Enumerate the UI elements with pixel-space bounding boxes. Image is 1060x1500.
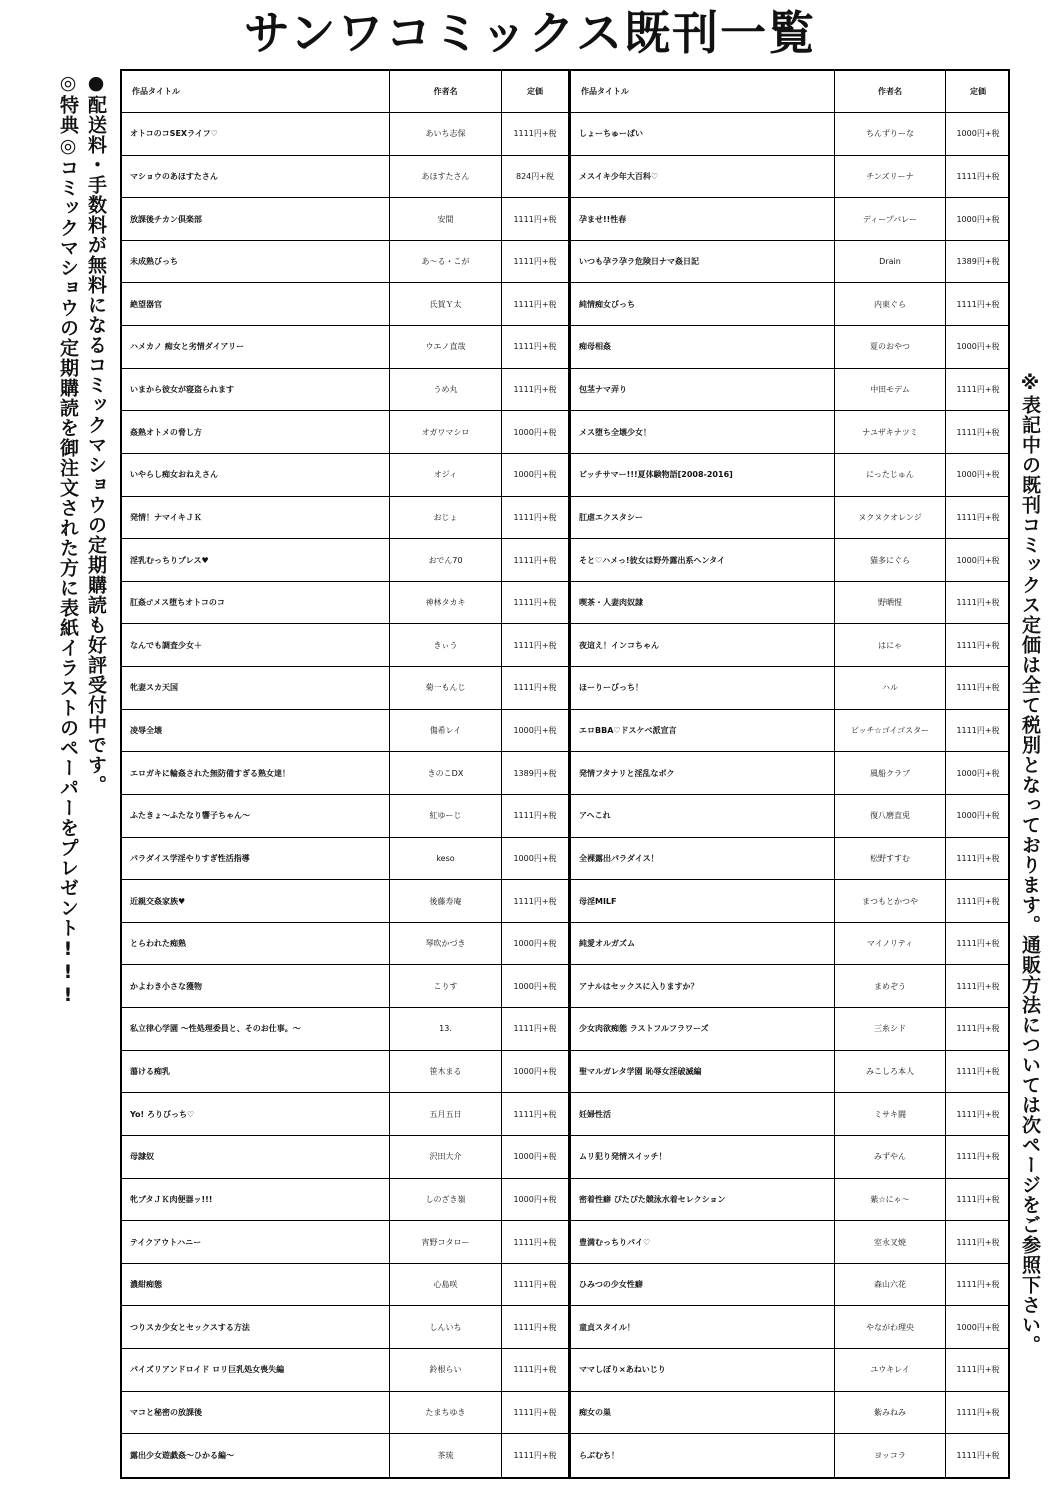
book-title: ひみつの少女性癖 (571, 1264, 835, 1306)
book-price: 1000円+税 (956, 129, 1000, 139)
book-author: きぃう (390, 624, 502, 666)
book-title: 妊婦性活 (571, 1093, 835, 1135)
book-price: 1000円+税 (956, 214, 1000, 224)
book-price: 1000円+税 (956, 768, 1000, 778)
book-author: 三糸シド (835, 1008, 946, 1050)
book-price: 1111円+税 (956, 939, 1000, 949)
book-title: 絶望器官 (122, 283, 390, 325)
catalog-row (571, 1434, 1010, 1477)
book-title: ほーりーびっち！ (571, 667, 835, 709)
book-author: 松野すすむ (835, 838, 946, 880)
book-price: 1111円+税 (513, 129, 557, 139)
book-author: オジィ (390, 454, 502, 496)
book-title: 未成熟びっち (122, 241, 390, 283)
book-price: 1111円+税 (956, 853, 1000, 863)
book-title: パラダイス学淫やりすぎ性活指導 (122, 838, 390, 880)
book-title: 発情フタナリと淫乱なボク (571, 752, 835, 794)
book-price: 1389円+税 (513, 768, 557, 778)
book-price: 1111円+税 (513, 1408, 557, 1417)
book-title: なんでも調査少女＋ (122, 624, 390, 666)
book-title: オトコのコSEXライフ♡ (122, 113, 390, 155)
book-author: たまちゆき (390, 1392, 502, 1434)
book-title: ハメカノ 痴女と劣情ダイアリー (122, 326, 390, 368)
book-price: 1111円+税 (513, 1109, 557, 1119)
book-author: ヨッコラ (835, 1434, 946, 1477)
catalog-row (571, 1093, 1010, 1136)
book-author: ビッチ☆ゴイゴスター (835, 710, 946, 752)
book-title: いつも孕ラ孕ラ危険日ナマ姦日記 (571, 241, 835, 283)
catalog-row (122, 752, 568, 795)
header-row (571, 71, 1010, 113)
book-title: 痴母相姦 (571, 326, 835, 368)
catalog-row (122, 1136, 568, 1179)
book-title: マショウのあほすたさん (122, 156, 390, 198)
book-price: 1111円+税 (956, 1024, 1000, 1034)
book-title: マコと秘密の放課後 (122, 1392, 390, 1434)
book-author: 内東ぐら (835, 283, 946, 325)
catalog-row (122, 795, 568, 838)
book-title: 包茎ナマ弄り (571, 369, 835, 411)
book-author: keso (390, 838, 502, 880)
book-price: 1111円+税 (513, 640, 557, 650)
book-title: ビッチサマー!!!夏体験物語[2008-2016] (571, 454, 835, 496)
book-title: 近親交姦家族♥ (122, 880, 390, 922)
book-title: ママしぼり×あねいじり (571, 1349, 835, 1391)
book-author: 鈴根らい (390, 1349, 502, 1391)
catalog-row (571, 1349, 1010, 1392)
book-author: しのざき嶺 (390, 1179, 502, 1221)
catalog-row (571, 752, 1010, 795)
book-price: 1111円+税 (956, 1237, 1000, 1247)
catalog-row (571, 156, 1010, 199)
catalog-row (122, 1179, 568, 1222)
book-price: 1111円+税 (956, 1194, 1000, 1204)
header-row (122, 71, 568, 113)
book-title: ふたきょ～ふたなり響子ちゃん～ (122, 795, 390, 837)
book-title: 純情痴女びっち (571, 283, 835, 325)
book-author: 傷希レイ (390, 710, 502, 752)
book-title: パイズリアンドロイド ロリ巨乳処女喪失編 (122, 1349, 390, 1391)
catalog-row (571, 241, 1010, 284)
book-author: こりす (390, 965, 502, 1007)
header-price: 定価 (527, 86, 543, 96)
book-title: かよわき小さな獲物 (122, 965, 390, 1007)
catalog-row (571, 923, 1010, 966)
book-price: 1111円+税 (956, 726, 1000, 735)
book-title: 童貞スタイル！ (571, 1306, 835, 1348)
catalog-row (122, 241, 568, 284)
catalog-row (122, 1392, 568, 1435)
book-author: おじょ (390, 497, 502, 539)
book-author: きのこDX (390, 752, 502, 794)
catalog-row (122, 667, 568, 710)
book-price: 1111円+税 (956, 1067, 1000, 1076)
catalog-row (122, 369, 568, 412)
book-title: 聖マルガレタ学園 恥辱女淫破滅編 (571, 1051, 835, 1093)
catalog-row (571, 283, 1010, 326)
book-title: エロガキに輪姦された無防備すぎる熟女達！ (122, 752, 390, 794)
book-author: 中田モデム (835, 369, 946, 411)
book-price: 1389円+税 (956, 257, 1000, 267)
book-price: 1111円+税 (513, 896, 557, 906)
book-title: エロBBA♡ドスケベ派宣言 (571, 710, 835, 752)
book-price: 1111円+税 (956, 512, 1000, 522)
book-price: 1111円+税 (956, 299, 1000, 309)
book-author: ウエノ直哉 (390, 326, 502, 368)
catalog-row (122, 880, 568, 923)
book-title: 全裸露出パラダイス！ (571, 838, 835, 880)
catalog-row (571, 838, 1010, 881)
catalog-row (122, 1264, 568, 1307)
book-price: 1111円+税 (956, 981, 1000, 991)
page-title: サンワコミックス既刊一覧 (243, 6, 817, 60)
book-price: 1111円+税 (956, 1152, 1000, 1162)
book-author: 安間 (390, 198, 502, 240)
book-price: 824円+税 (516, 171, 554, 181)
catalog-row (571, 1221, 1010, 1264)
book-author: みこしろ本人 (835, 1051, 946, 1093)
book-price: 1111円+税 (956, 1280, 1000, 1290)
book-title: メスイキ少年大百科♡ (571, 156, 835, 198)
book-title: 牝ブタＪＫ肉便器ッ!!! (122, 1179, 390, 1221)
book-price: 1111円+税 (513, 1280, 557, 1290)
book-price: 1000円+税 (513, 470, 557, 480)
book-author: まめぞう (835, 965, 946, 1007)
book-price: 1111円+税 (513, 811, 557, 821)
catalog-row (571, 667, 1010, 710)
catalog-row (122, 582, 568, 625)
catalog-row (571, 965, 1010, 1008)
catalog-row (122, 1008, 568, 1051)
catalog-row (122, 283, 568, 326)
book-price: 1111円+税 (513, 1024, 557, 1034)
catalog-row (571, 326, 1010, 369)
catalog-row (571, 624, 1010, 667)
book-price: 1111円+税 (513, 257, 557, 267)
book-author: 琴吹かづき (390, 923, 502, 965)
book-author: 13. (390, 1008, 502, 1050)
book-price: 1111円+税 (513, 1365, 557, 1375)
catalog-row (122, 710, 568, 753)
book-price: 1000円+税 (956, 1322, 1000, 1332)
book-price: 1111円+税 (956, 598, 1000, 608)
book-author: マイノリティ (835, 923, 946, 965)
catalog-row (571, 582, 1010, 625)
book-author: 紅ゆーじ (390, 795, 502, 837)
book-title: 夜這え！インコちゃん (571, 624, 835, 666)
book-title: 肛姦♂メス堕ちオトコのコ (122, 582, 390, 624)
book-title: 豊満むっちりパイ♡ (571, 1221, 835, 1263)
catalog-row (571, 1392, 1010, 1435)
catalog-row (122, 539, 568, 582)
catalog-row (122, 1093, 568, 1136)
catalog-row (122, 1434, 568, 1477)
book-price: 1111円+税 (513, 342, 557, 352)
book-title: 孕ませ!!性春 (571, 198, 835, 240)
price-note: ※表記中の既刊コミックス定価は全て税別となっております。通販方法については次ページをご参照下さい。 (1019, 372, 1041, 1355)
book-title: 私立律心学園 ～性処理委員と、そのお仕事。～ (122, 1008, 390, 1050)
header-author: 作者名 (390, 71, 502, 112)
book-price: 1111円+税 (956, 427, 1000, 437)
book-title: しょーちゅーぱい (571, 113, 835, 155)
book-price: 1111円+税 (956, 1408, 1000, 1417)
book-title: メス堕ち全壊少女！ (571, 411, 835, 453)
book-author: 心島咲 (390, 1264, 502, 1306)
catalog-row (571, 497, 1010, 540)
header-title: 作品タイトル (571, 71, 835, 112)
catalog-row (122, 497, 568, 540)
catalog-row (122, 838, 568, 881)
catalog-row (122, 624, 568, 667)
book-title: 蕩ける痴乳 (122, 1051, 390, 1093)
book-price: 1000円+税 (513, 427, 557, 437)
catalog-row (571, 1051, 1010, 1094)
book-price: 1111円+税 (956, 1365, 1000, 1375)
catalog-row (122, 411, 568, 454)
book-price: 1111円+税 (513, 1451, 557, 1461)
shipping-note: ●配送料・手数料が無料になるコミックマショウの定期購読も好評受付中です。 (85, 72, 107, 795)
header-title: 作品タイトル (122, 71, 390, 112)
book-author: はにゃ (835, 624, 946, 666)
catalog-row (571, 411, 1010, 454)
catalog-row (122, 1051, 568, 1094)
book-author: うめ丸 (390, 369, 502, 411)
book-price: 1000円+税 (513, 1194, 557, 1204)
book-author: 夏のおやつ (835, 326, 946, 368)
book-price: 1000円+税 (513, 981, 557, 991)
book-title: 母淫MILF (571, 880, 835, 922)
book-title: 少女肉欲痴態 ラストフルフラワーズ (571, 1008, 835, 1050)
catalog-row (571, 795, 1010, 838)
book-author: チンズリーナ (835, 156, 946, 198)
book-author: ヌクヌクオレンジ (835, 497, 946, 539)
book-author: あほすたさん (390, 156, 502, 198)
book-title: 濃紺痴態 (122, 1264, 390, 1306)
book-author: まつもとかつや (835, 880, 946, 922)
book-title: 母隷奴 (122, 1136, 390, 1178)
book-price: 1111円+税 (513, 1322, 557, 1332)
book-author: ハル (835, 667, 946, 709)
book-title: 放課後チカン倶楽部 (122, 198, 390, 240)
book-price: 1111円+税 (956, 1109, 1000, 1119)
book-title: 喫茶・人妻肉奴隷 (571, 582, 835, 624)
catalog-row (571, 198, 1010, 241)
catalog-row (571, 1136, 1010, 1179)
book-author: 紫☆にゃ～ (835, 1179, 946, 1221)
catalog-table (120, 69, 1010, 1479)
book-price: 1111円+税 (513, 214, 557, 224)
book-price: 1111円+税 (956, 385, 1000, 394)
catalog-row (571, 1306, 1010, 1349)
book-author: 風船クラブ (835, 752, 946, 794)
book-title: 純愛オルガズム (571, 923, 835, 965)
book-author: 森山六花 (835, 1264, 946, 1306)
catalog-row (571, 1264, 1010, 1307)
book-price: 1111円+税 (513, 385, 557, 394)
book-author: 氏賀Ｙ太 (390, 283, 502, 325)
catalog-row (571, 710, 1010, 753)
book-price: 1000円+税 (513, 853, 557, 863)
book-price: 1000円+税 (956, 342, 1000, 352)
book-price: 1111円+税 (513, 1237, 557, 1247)
book-title: ムリ犯り発情スイッチ！ (571, 1136, 835, 1178)
book-title: アヘこれ (571, 795, 835, 837)
catalog-row (571, 454, 1010, 497)
catalog-row (571, 369, 1010, 412)
book-author: やながわ理央 (835, 1306, 946, 1348)
book-title: 姦熟オトメの脅し方 (122, 411, 390, 453)
book-author: オガワマシロ (390, 411, 502, 453)
book-price: 1000円+税 (956, 811, 1000, 821)
catalog-row (122, 1349, 568, 1392)
catalog-row (122, 156, 568, 199)
book-price: 1111円+税 (956, 171, 1000, 181)
bonus-note: ◎特典◎コミックマショウの定期購読を御注文された方に表紙イラストのペーパーをプレゼント!!! (57, 72, 79, 1007)
book-author: ユウキレイ (835, 1349, 946, 1391)
book-price: 1111円+税 (513, 512, 557, 522)
book-title: いまから彼女が寝盗られます (122, 369, 390, 411)
book-title: とらわれた痴熟 (122, 923, 390, 965)
book-price: 1111円+税 (956, 683, 1000, 693)
book-title: 発情！ナマイキＪＫ (122, 497, 390, 539)
book-author: あいち志保 (390, 113, 502, 155)
catalog-left-column (122, 71, 571, 1477)
book-title: いやらし痴女おねえさん (122, 454, 390, 496)
book-price: 1111円+税 (513, 683, 557, 693)
book-price: 1000円+税 (956, 555, 1000, 565)
catalog-row (122, 113, 568, 156)
book-author: 宵野コタロー (390, 1221, 502, 1263)
catalog-row (571, 1179, 1010, 1222)
book-title: 肛虐エクスタシー (571, 497, 835, 539)
book-title: テイクアウトハニー (122, 1221, 390, 1263)
book-author: 茶琉 (390, 1434, 502, 1477)
book-price: 1111円+税 (513, 598, 557, 608)
book-title: つりスカ少女とセックスする方法 (122, 1306, 390, 1348)
book-author: 笹木まる (390, 1051, 502, 1093)
book-author: ミサキ闘 (835, 1093, 946, 1135)
book-title: 露出少女遊戯姦～ひかる編～ (122, 1434, 390, 1477)
book-author: 復八磨直兎 (835, 795, 946, 837)
book-price: 1000円+税 (513, 1152, 557, 1162)
book-author: ちんずりーな (835, 113, 946, 155)
book-author: 五月五日 (390, 1093, 502, 1135)
catalog-row (122, 923, 568, 966)
book-title: Yo! ろりびっち♡ (122, 1093, 390, 1135)
catalog-right-column (571, 71, 1010, 1477)
catalog-row (122, 326, 568, 369)
book-title: 牝妻スカ天国 (122, 667, 390, 709)
catalog-row (122, 965, 568, 1008)
book-author: みずやん (835, 1136, 946, 1178)
book-title: 密着性癖 ぴたぴた競泳水着セレクション (571, 1179, 835, 1221)
book-price: 1000円+税 (513, 726, 557, 735)
book-author: おでん70 (390, 539, 502, 581)
book-title: 凌辱全壊 (122, 710, 390, 752)
book-title: 痴女の巣 (571, 1392, 835, 1434)
book-author: 沢田大介 (390, 1136, 502, 1178)
book-author: あ～る・こが (390, 241, 502, 283)
book-price: 1000円+税 (513, 1067, 557, 1076)
book-author: 菊一もんじ (390, 667, 502, 709)
book-author: にったじゅん (835, 454, 946, 496)
book-price: 1000円+税 (956, 470, 1000, 480)
book-author: 室永叉焼 (835, 1221, 946, 1263)
book-price: 1111円+税 (956, 1451, 1000, 1461)
book-author: 野晒惺 (835, 582, 946, 624)
header-author: 作者名 (835, 71, 946, 112)
book-author: 後藤寿庵 (390, 880, 502, 922)
book-price: 1000円+税 (513, 939, 557, 949)
book-title: アナルはセックスに入りますか？ (571, 965, 835, 1007)
book-price: 1111円+税 (956, 640, 1000, 650)
book-author: しんいち (390, 1306, 502, 1348)
book-author: ディープバレー (835, 198, 946, 240)
catalog-row (122, 198, 568, 241)
catalog-row (571, 880, 1010, 923)
catalog-row (571, 113, 1010, 156)
book-price: 1111円+税 (513, 555, 557, 565)
catalog-row (122, 1221, 568, 1264)
book-title: らぶむち！ (571, 1434, 835, 1477)
catalog-row (122, 454, 568, 497)
book-price: 1111円+税 (956, 896, 1000, 906)
book-author: 神林タカキ (390, 582, 502, 624)
catalog-row (571, 1008, 1010, 1051)
book-author: 紫みねみ (835, 1392, 946, 1434)
book-author: 猫多にぐら (835, 539, 946, 581)
catalog-row (571, 539, 1010, 582)
header-price: 定価 (970, 86, 986, 96)
book-title: そと♡ハメっ!彼女は野外露出系ヘンタイ (571, 539, 835, 581)
book-author: Drain (835, 241, 946, 283)
catalog-row (122, 1306, 568, 1349)
book-author: ナユザキナツミ (835, 411, 946, 453)
book-title: 淫乳むっちりプレス♥ (122, 539, 390, 581)
book-price: 1111円+税 (513, 299, 557, 309)
